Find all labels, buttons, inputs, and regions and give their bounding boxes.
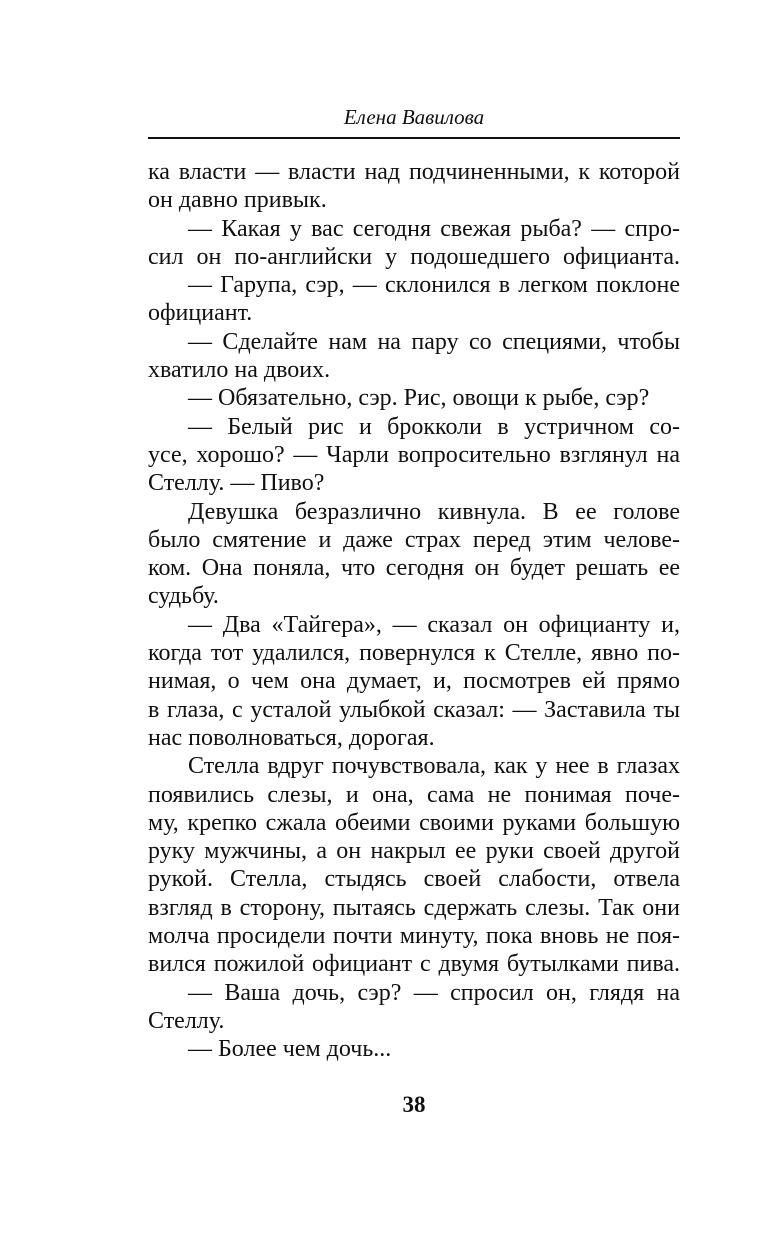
header-rule <box>148 137 680 139</box>
text-line: вился пожилой официант с двумя бутылками пива. <box>148 951 680 978</box>
text-line: нас поволноваться, дорогая. <box>148 724 435 751</box>
text-line: Стелла вдруг почувствовала, как у нее в глазах <box>188 753 680 780</box>
text-line: появились слезы, и она, сама не понимая поче- <box>148 781 680 808</box>
text-line: Девушка безразлично кивнула. В ее голове <box>188 498 680 525</box>
text-line: ком. Она поняла, что сегодня он будет решать ее <box>148 555 680 582</box>
text-line: — Два «Тайгера», — сказал он официанту и, <box>188 611 680 638</box>
page-body-text <box>148 158 680 1064</box>
text-line: рукой. Стелла, стыдясь своей слабости, отвела <box>148 866 680 893</box>
text-line: ка власти — власти над подчиненными, к которой <box>148 159 680 185</box>
text-line: он давно привык. <box>148 187 327 214</box>
text-line: усе, хорошо? — Чарли вопросительно взглянул на <box>148 441 680 468</box>
text-line: му, крепко сжала обеими своими руками большую <box>148 809 680 836</box>
text-line: — Более чем дочь... <box>188 1036 392 1063</box>
text-line: — Сделайте нам на пару со специями, чтобы <box>188 328 680 355</box>
text-line: — Обязательно, сэр. Рис, овощи к рыбе, сэр? <box>188 385 650 412</box>
text-line: сил он по-английски у подошедшего официанта. <box>148 243 680 270</box>
text-line: Стеллу. — Пиво? <box>148 470 325 497</box>
text-line: — Ваша дочь, сэр? — спросил он, глядя на <box>188 979 680 1006</box>
text-line: — Какая у вас сегодня свежая рыба? — спро- <box>188 215 680 242</box>
text-line: когда тот удалился, повернулся к Стелле, явно по- <box>148 640 680 667</box>
text-line: хватило на двоих. <box>148 357 331 384</box>
text-line: руку мужчины, а он накрыл ее руки своей другой <box>148 838 680 865</box>
text-line: молча просидели почти минуту, пока вновь не поя- <box>148 923 680 950</box>
text-line: судьбу. <box>148 583 219 610</box>
running-header-author: Елена Вавилова <box>343 105 485 129</box>
text-line: Стеллу. <box>148 1007 225 1034</box>
text-line: в глаза, с усталой улыбкой сказал: — Заставила ты <box>148 696 680 723</box>
text-line: было смятение и даже страх перед этим челове- <box>148 526 680 553</box>
page-number: 38 <box>402 1092 426 1117</box>
text-line: официант. <box>148 300 253 327</box>
text-line: взгляд в сторону, пытаясь сдержать слезы. Так они <box>148 894 680 921</box>
text-line: нимая, о чем она думает, и, посмотрев ей прямо <box>148 668 680 695</box>
text-line: — Гарупа, сэр, — склонился в легком поклоне <box>188 272 680 299</box>
text-line: — Белый рис и брокколи в устричном со- <box>188 413 680 440</box>
